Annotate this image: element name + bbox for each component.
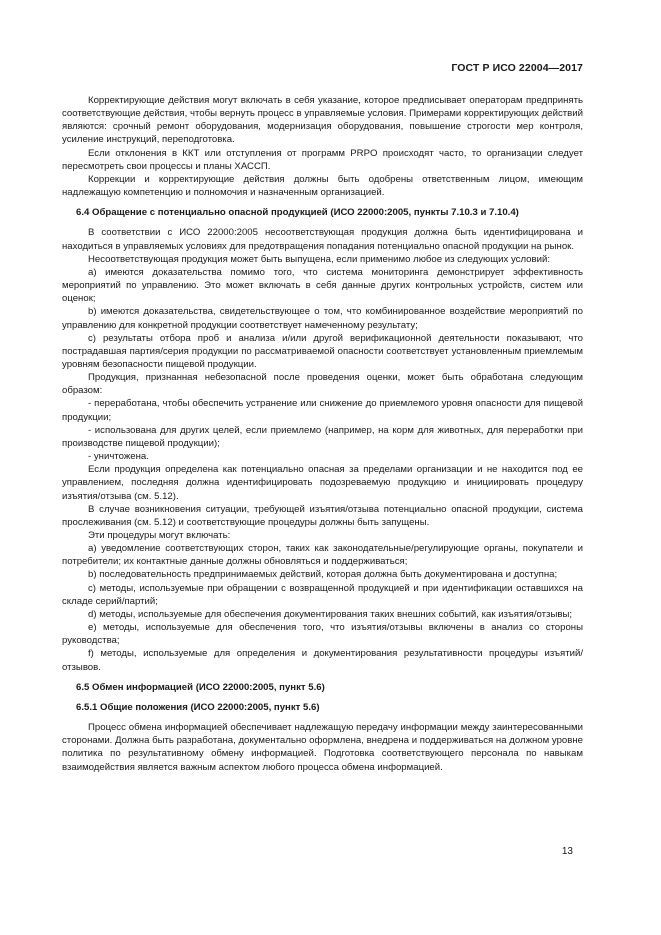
list-item: - использована для других целей, если приемлемо (например, на корм для животных, для переработки при производстве пищевой продукции);: [62, 424, 583, 449]
list-item: a) имеются доказательства помимо того, что система мониторинга демонстрирует эффективность мероприятий по управлению. Это может включать в себя данные других контрольных устройств, систем или оценок;: [62, 266, 583, 305]
paragraph: В соответствии с ИСО 22000:2005 несоответствующая продукция должна быть идентифицирована и находиться в управляемых условиях для предотвращения попадания потенциально опасной продукции на рынок.: [62, 227, 583, 252]
page-number: 13: [561, 846, 573, 857]
paragraph: В случае возникновения ситуации, требующей изъятия/отзыва потенциально опасной продукции, система прослеживания (см. 5.12) и соответствующие процедуры должны быть запущены.: [62, 503, 583, 528]
list-item: b) последовательность предпринимаемых действий, которая должна быть документирована и доступна;: [88, 569, 558, 581]
list-item: - переработана, чтобы обеспечить устранение или снижение до приемлемого уровня опасности для пищевой продукции;: [62, 398, 583, 423]
section-heading-6-5-1: 6.5.1 Общие положения (ИСО 22000:2005, пункт 5.6): [76, 701, 320, 713]
paragraph: Корректирующие действия могут включать в себя указание, которое предписывает операторам предпринять соответствующие действия, чтобы вернуть процесс в управляемые условия. Примерами корректирующих действий являются: срочный ремонт оборудования, модернизация оборудования, повышение строгости мер контроля, усиление инструкций, переподготовка.: [62, 95, 583, 146]
list-item: e) методы, используемые для обеспечения того, что изъятия/отзывы включены в анализ со стороны руководства;: [62, 622, 583, 647]
standard-code-header: ГОСТ Р ИСО 22004—2017: [451, 62, 583, 74]
section-heading-6-4: 6.4 Обращение с потенциально опасной продукцией (ИСО 22000:2005, пункты 7.10.3 и 7.10.4): [76, 207, 519, 219]
paragraph: Продукция, признанная небезопасной после проведения оценки, может быть обработана следующим образом:: [62, 372, 583, 397]
paragraph: Если продукция определена как потенциально опасная за пределами организации и не находится под ее управлением, последняя должна идентифицировать подозреваемую продукцию и инициировать процедуру изъятия/отзыва (см. 5.12).: [62, 464, 583, 502]
paragraph: Если отклонения в ККТ или отступления от программ PRPO происходят часто, то организации следует пересмотреть свои процессы и планы ХАССП.: [62, 147, 583, 172]
list-item: b) имеются доказательства, свидетельствующее о том, что комбинированное воздействие мероприятий по управлению для конкретной продукции соответствует намеченному результату;: [62, 306, 583, 331]
list-item: c) результаты отбора проб и анализа и/или другой верификационной деятельности показывают, что пострадавшая партия/серия продукции по рассматриваемой опасности соответствует установленным приемлемым уровням безопасности пищевой продукции.: [62, 332, 583, 370]
list-item: c) методы, используемые при обращении с возвращенной продукцией и при идентификации оставшихся на складе серий/партий;: [62, 582, 583, 607]
section-heading-6-5: 6.5 Обмен информацией (ИСО 22000:2005, пункт 5.6): [76, 681, 325, 693]
paragraph: Коррекции и корректирующие действия должны быть одобрены ответственным лицом, имеющим надлежащую компетенцию и полномочия и назначенным организацией.: [62, 173, 583, 199]
paragraph: Эти процедуры могут включать:: [88, 530, 231, 541]
document-body: [62, 94, 583, 774]
list-item: f) методы, используемые для определения и документирования результативности процедуры изъятий/отзывов.: [62, 648, 583, 673]
list-item: - уничтожена.: [88, 451, 149, 463]
list-item: d) методы, используемые для обеспечения документирования таких внешних событий, как изъятия/отзывы;: [88, 608, 573, 620]
list-item: a) уведомление соответствующих сторон, таких как законодательные/регулирующие органы, покупатели и потребители; их контактные данные должны обновляться и поддерживаться;: [62, 543, 583, 568]
paragraph: Несоответствующая продукция может быть выпущена, если применимо любое из следующих условий:: [88, 253, 550, 265]
paragraph: Процесс обмена информацией обеспечивает надлежащую передачу информации между заинтересованными сторонами. Должна быть разработана, документально оформлена, внедрена и поддерживаться на должном уровне политика по результативному обмену информацией. Подготовка соответствующего персонала по навыкам взаимодействия является важным аспектом любого процесса обмена информацией.: [62, 722, 583, 773]
